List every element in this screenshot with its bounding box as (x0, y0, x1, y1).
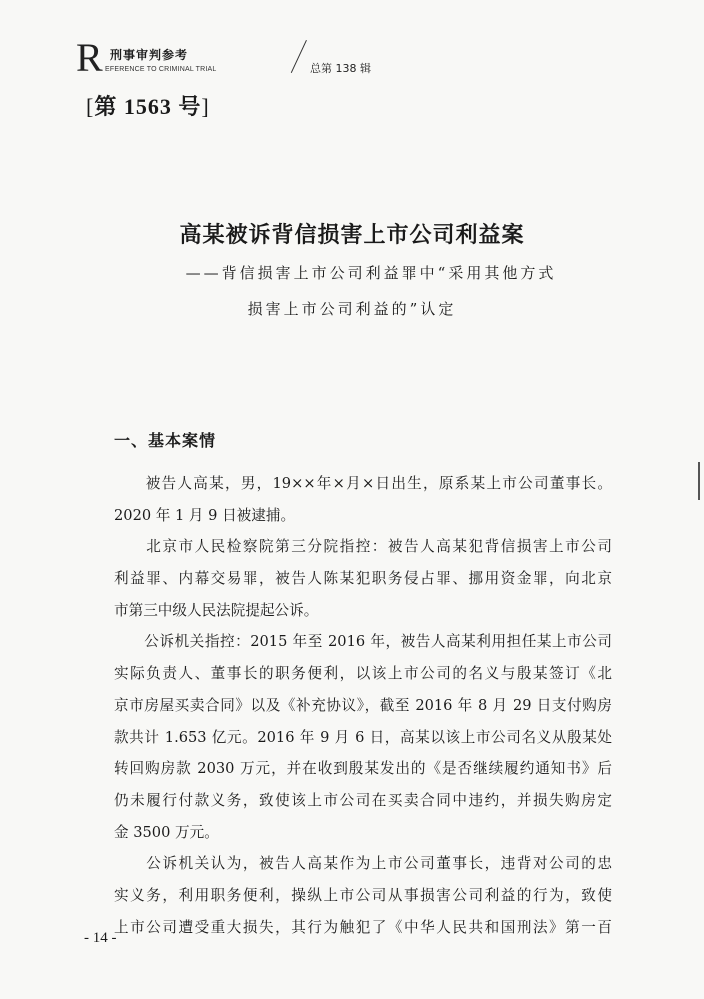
body-line: 利益罪、内幕交易罪，被告人陈某犯职务侵占罪、挪用资金罪，向北京 (114, 570, 612, 588)
body-line: 上市公司遭受重大损失，其行为触犯了《中华人民共和国刑法》第一百 (114, 918, 612, 936)
header-divider (291, 40, 307, 73)
body-line: 公诉机关认为，被告人高某作为上市公司董事长，违背对公司的忠 (114, 855, 612, 873)
body-line: 仍未履行付款义务，致使该上市公司在买卖合同中违约，并损失购房定 (114, 791, 612, 809)
running-header (76, 35, 436, 80)
section-heading: 一、基本案情 (114, 431, 217, 450)
scan-edge-mark (698, 462, 700, 500)
body-line: 北京市人民检察院第三分院指控：被告人高某犯背信损害上市公司 (114, 538, 612, 556)
body-line: 实际负责人、董事长的职务便利，以该上市公司的名义与殷某签订《北 (114, 665, 612, 683)
journal-title-en: EFERENCE TO CRIMINAL TRIAL (105, 66, 217, 73)
body-line: 京市房屋买卖合同》以及《补充协议》，截至 2016 年 8 月 29 日支付购房 (114, 696, 612, 714)
body-line: 市第三中级人民法院提起公诉。 (114, 601, 319, 619)
journal-title-cn: 刑事审判参考 (110, 48, 189, 62)
body-text (114, 468, 612, 943)
body-line: 转回购房款 2030 万元，并在收到殷某发出的《是否继续履约通知书》后 (114, 760, 612, 778)
body-line: 款共计 1.653 亿元。2016 年 9 月 6 日，高某以该上市公司名义从殷某处 (114, 728, 612, 746)
body-line: 公诉机关指控：2015 年至 2016 年，被告人高某利用担任某上市公司 (114, 633, 612, 651)
case-title: 高某被诉背信损害上市公司利益案 (179, 222, 525, 248)
journal-logo: R (76, 35, 103, 80)
case-number: [第 1563 号] (86, 94, 210, 119)
case-number-text: 第 1563 号 (94, 94, 202, 119)
body-line: 金 3500 万元。 (114, 823, 219, 841)
body-line: 被告人高某，男，19××年×月×日出生，原系某上市公司董事长。 (114, 475, 612, 492)
case-subtitle-line1: ——背信损害上市公司利益罪中“采用其他方式 (185, 264, 557, 282)
body-line: 2020 年 1 月 9 日被逮捕。 (114, 506, 296, 524)
page-number: - 14 - (84, 930, 117, 946)
body-line: 实义务，利用职务便利，操纵上市公司从事损害公司利益的行为，致使 (114, 886, 612, 904)
case-subtitle-line2: 损害上市公司利益的”认定 (247, 300, 457, 318)
total-issue-label: 总第 138 辑 (310, 62, 371, 75)
